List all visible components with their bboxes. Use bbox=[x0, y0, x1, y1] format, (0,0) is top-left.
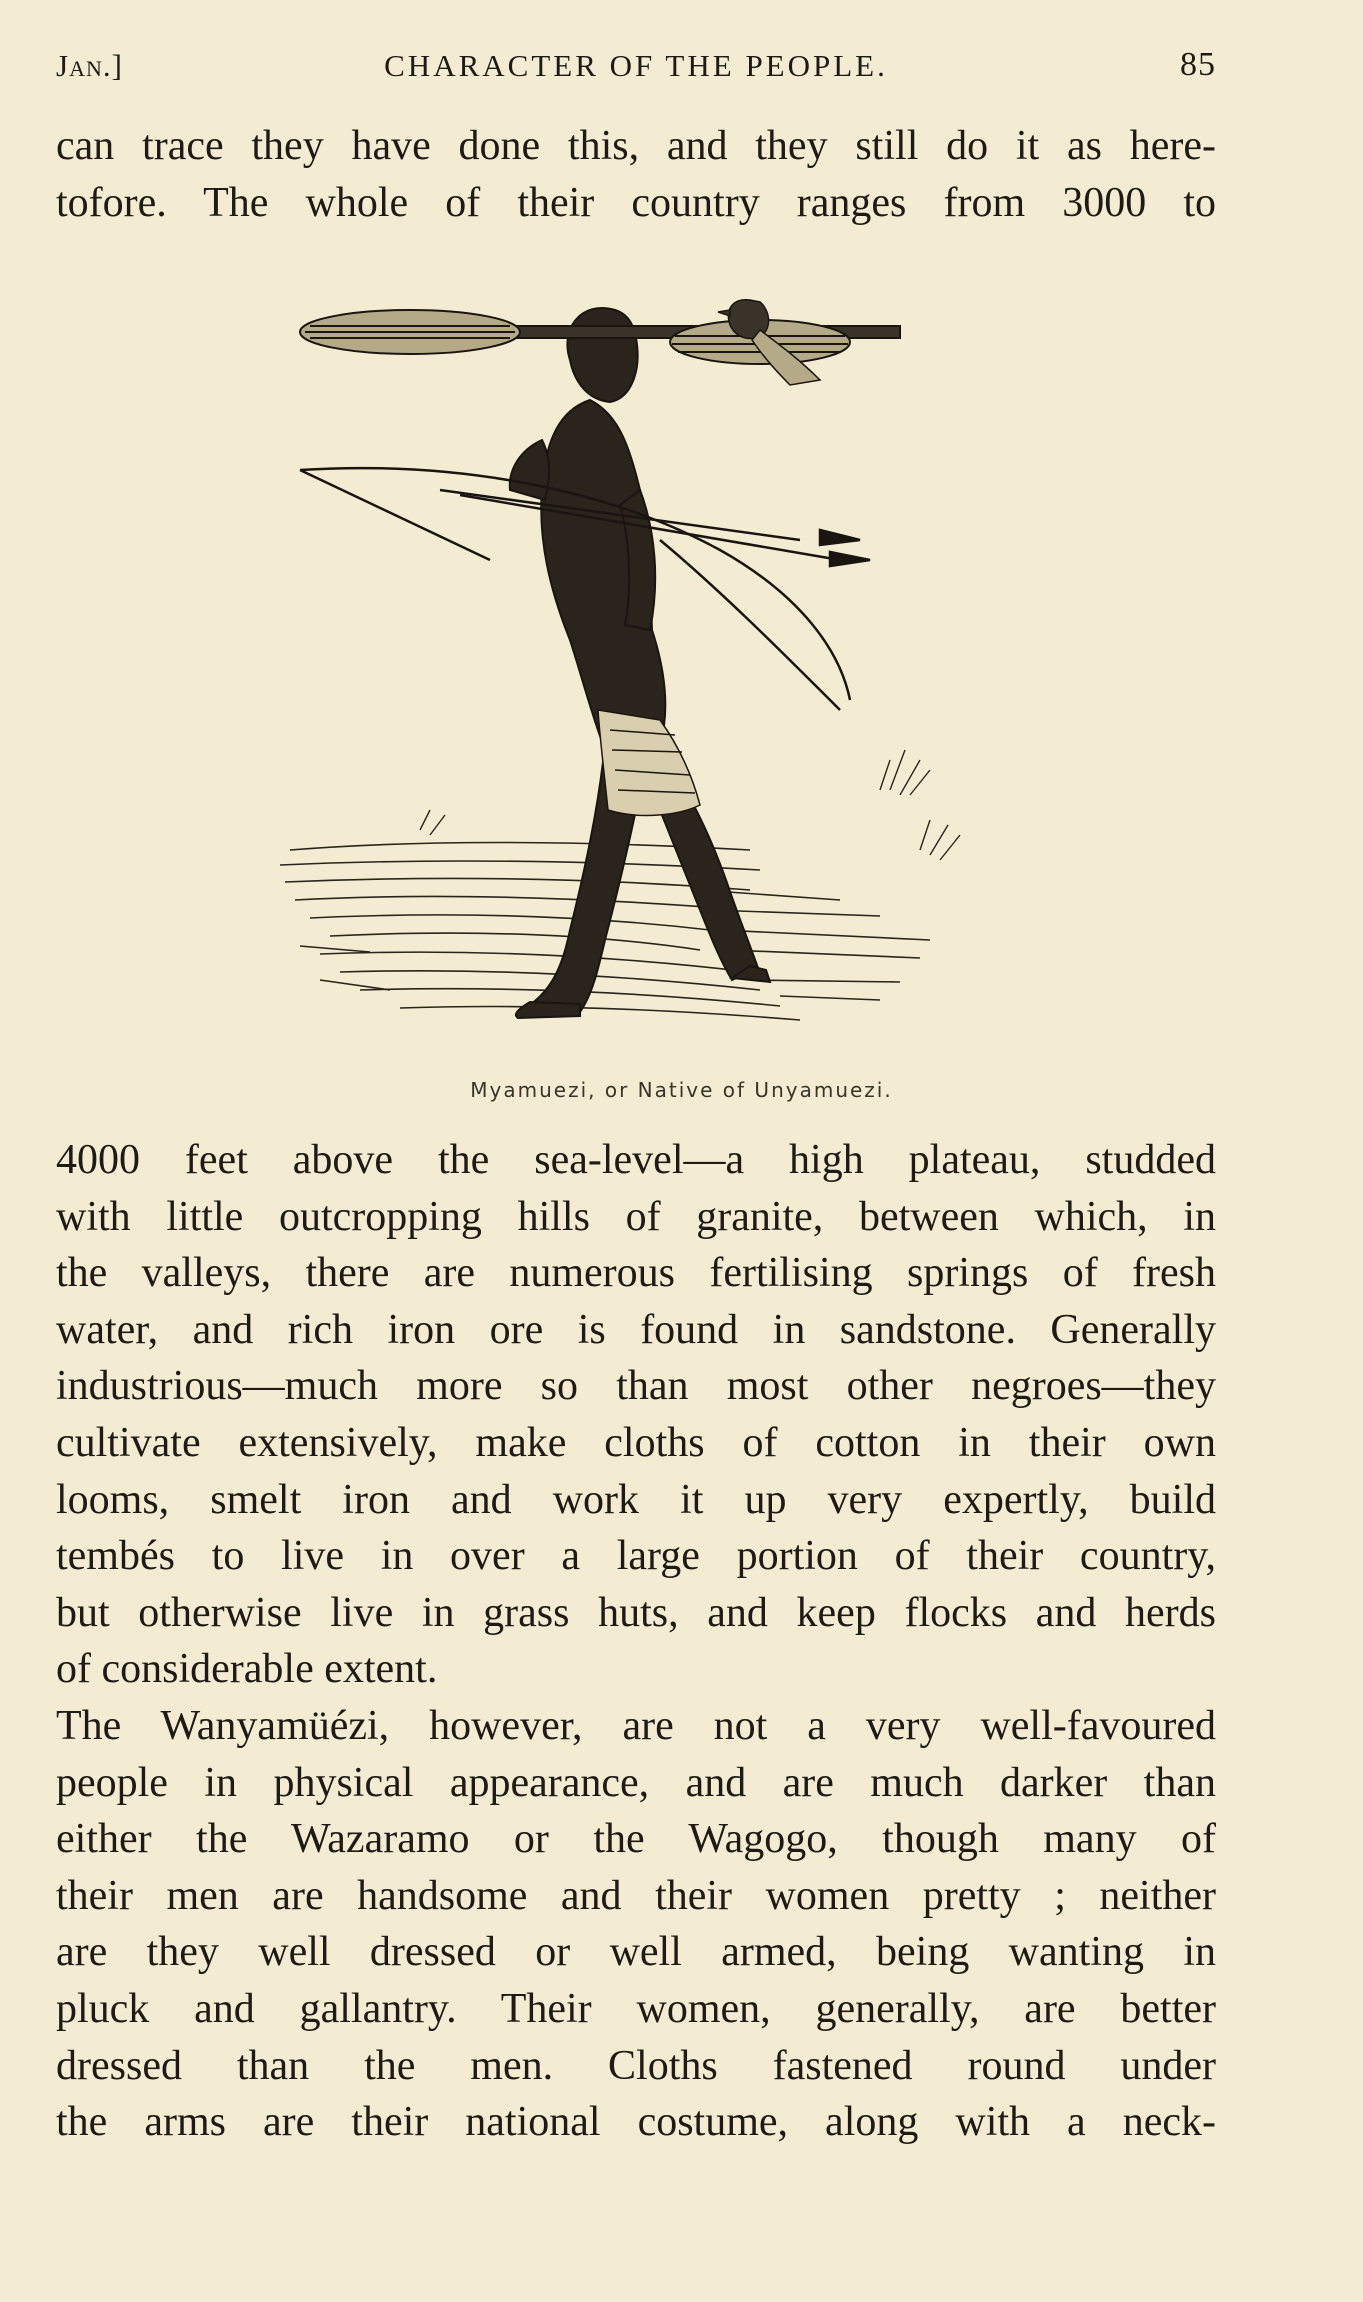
text-line: their men are handsome and their women pretty ; neither bbox=[56, 1872, 1216, 1919]
figure-body bbox=[510, 308, 770, 1018]
text-line: tembés to live in over a large portion of their country, bbox=[56, 1533, 1216, 1580]
text-line: The Wanyamüézi, however, are not a very well-favoured bbox=[56, 1703, 1216, 1749]
text-line: industrious—much more so than most other negroes—they bbox=[56, 1363, 1216, 1410]
text-line: of considerable extent. bbox=[56, 1646, 438, 1693]
text-line: 4000 feet above the sea-level—a high plateau, studded bbox=[56, 1137, 1216, 1183]
text-line: pluck and gallantry. Their women, generally, are better bbox=[56, 1985, 1216, 2032]
figure-caption: Myamuezi, or Native of Unyamuezi. bbox=[470, 1078, 893, 1102]
running-header bbox=[56, 40, 1216, 96]
text-line: the arms are their national costume, along with a neck- bbox=[56, 2099, 1216, 2146]
top-paragraph bbox=[56, 118, 1216, 231]
engraving-illustration bbox=[280, 290, 980, 1065]
text-line: water, and rich iron ore is found in sandstone. Generally bbox=[56, 1306, 1216, 1353]
text-line: people in physical appearance, and are much darker than bbox=[56, 1759, 1216, 1806]
header-month: Jan.] bbox=[56, 48, 123, 83]
text-line: looms, smelt iron and work it up very expertly, build bbox=[56, 1476, 1216, 1523]
text-line: either the Wazaramo or the Wagogo, though many of bbox=[56, 1816, 1216, 1863]
header-title: CHARACTER OF THE PEOPLE. bbox=[384, 48, 888, 83]
paragraph-1 bbox=[56, 1132, 1216, 1698]
text-line: are they well dressed or well armed, being wanting in bbox=[56, 1929, 1216, 1976]
text-line: with little outcropping hills of granite, between which, in bbox=[56, 1193, 1216, 1240]
text-line: but otherwise live in grass huts, and keep flocks and herds bbox=[56, 1589, 1216, 1636]
loincloth bbox=[598, 710, 700, 815]
text-line: the valleys, there are numerous fertilising springs of fresh bbox=[56, 1250, 1216, 1297]
text-line: can trace they have done this, and they still do it as here- bbox=[56, 123, 1216, 169]
paragraph-2 bbox=[56, 1698, 1216, 2151]
text-line: cultivate extensively, make cloths of cotton in their own bbox=[56, 1419, 1216, 1466]
page-number: 85 bbox=[1180, 46, 1216, 83]
text-line: tofore. The whole of their country ranges from 3000 to bbox=[56, 179, 1216, 226]
text-line: dressed than the men. Cloths fastened round under bbox=[56, 2042, 1216, 2089]
